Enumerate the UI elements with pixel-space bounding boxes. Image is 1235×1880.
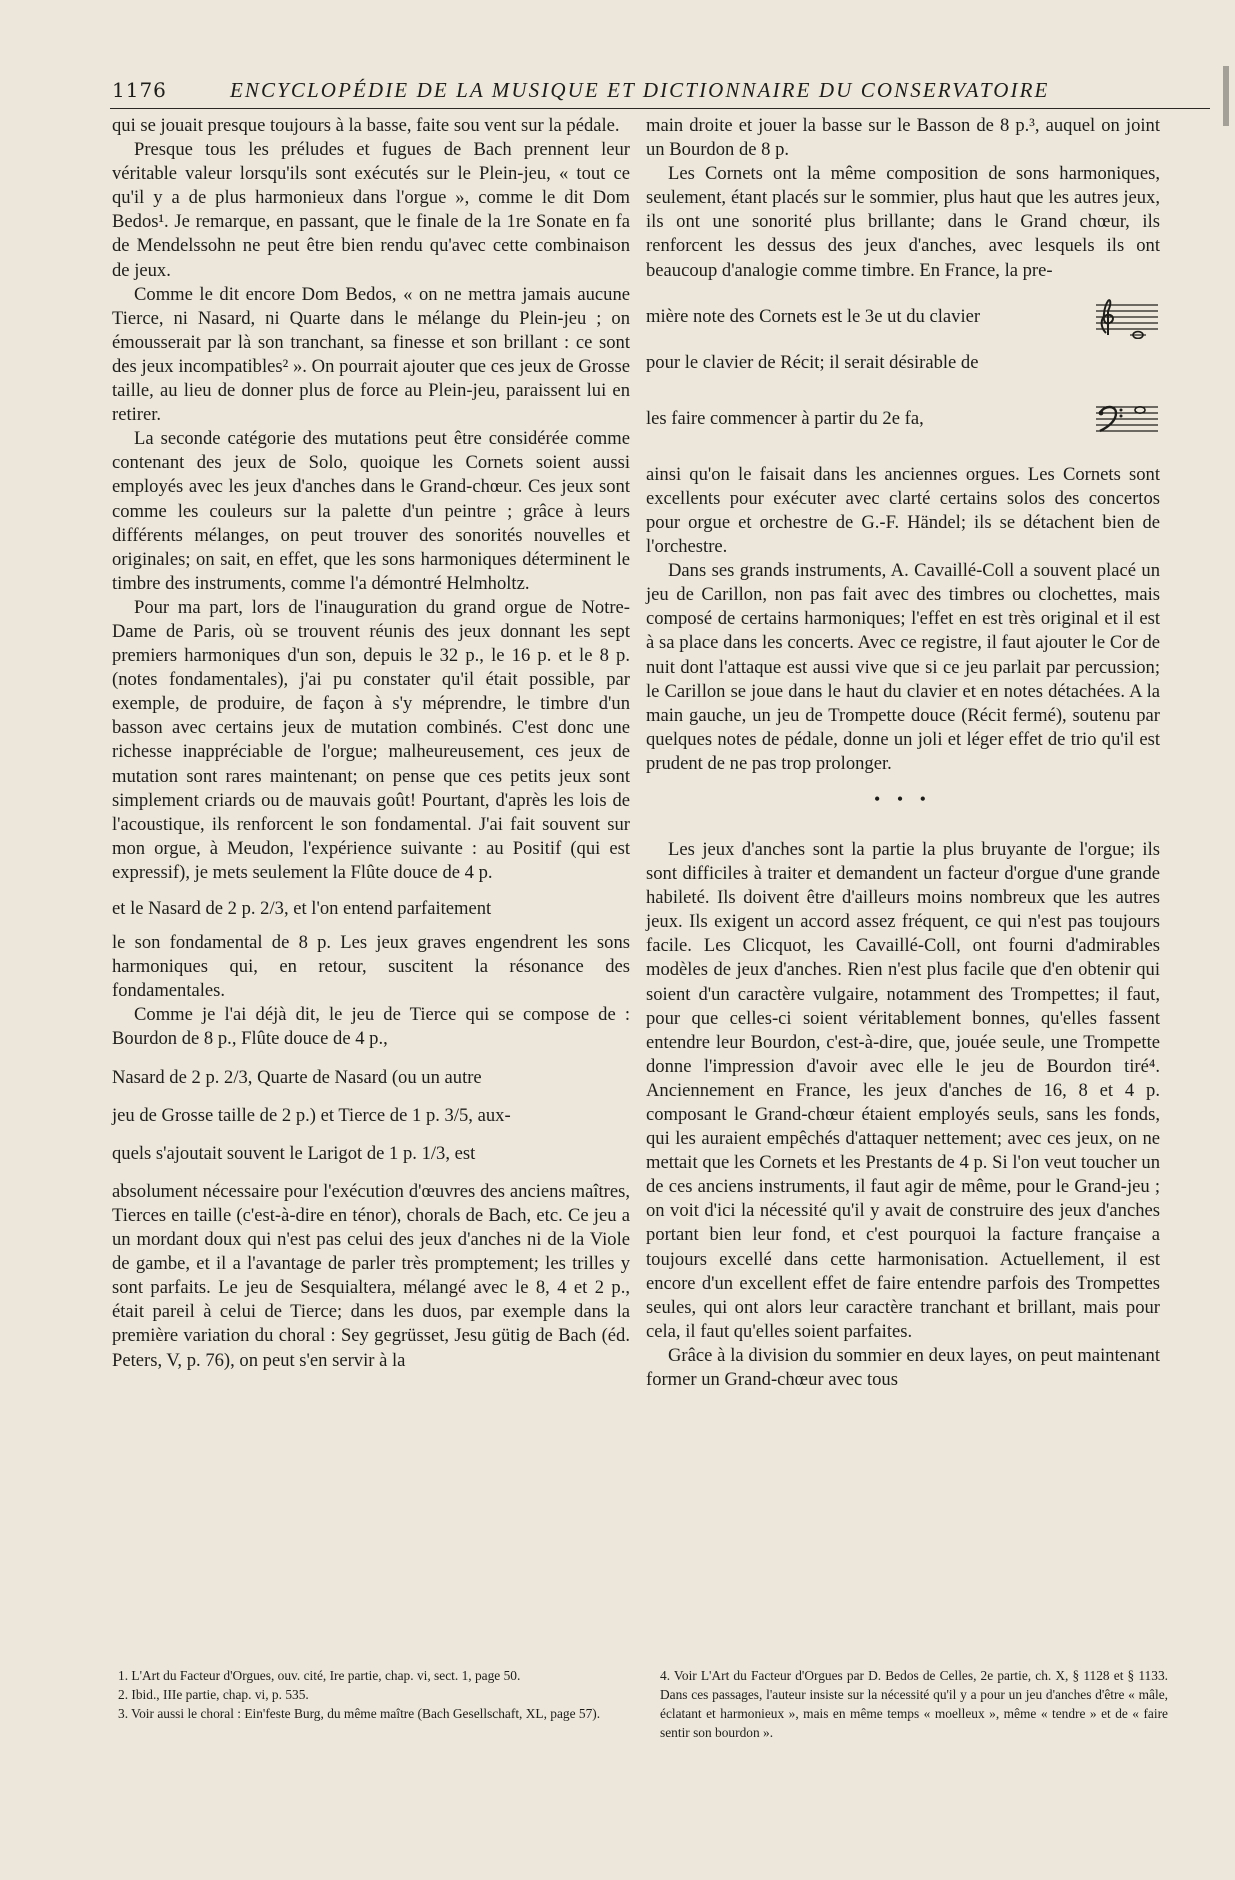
paragraph: Grâce à la division du sommier en deux layes, on peut maintenant former un Grand-chœur avec tous: [646, 1344, 1160, 1391]
section-ornament: • • •: [874, 788, 932, 809]
paragraph: Comme le dit encore Dom Bedos, « on ne mettra jamais aucune Tierce, ni Nasard, ni Quarte dans le mélange du Plein-jeu ; on émousserait par là son tranchant, sa finesse et son brillant : ce sont des jeux incompatibles² ». On pourrait ajouter que ces jeux de Grosse taille, au lieu de donner plus de force au Plein-jeu, paraissent lui en retirer.: [112, 283, 630, 426]
footnote: 1. L'Art du Facteur d'Orgues, ouv. cité, Ire partie, chap. vi, sect. 1, page 50.: [118, 1668, 521, 1683]
paragraph-fraction-line: jeu de Grosse taille de 2 p.) et Tierce de 1 p. 3/5, aux-: [112, 1104, 511, 1126]
paragraph: qui se jouait presque toujours à la basse, faite sou vent sur la pédale.: [112, 115, 620, 136]
footnotes-right: [660, 1666, 1168, 1742]
staff-caption: les faire commencer à partir du 2e fa,: [646, 407, 924, 429]
footnotes-left: [118, 1666, 630, 1723]
treble-staff-icon: [1094, 295, 1160, 339]
footnote: 2. Ibid., IIIe partie, chap. vi, p. 535.: [118, 1687, 309, 1702]
paragraph: Dans ses grands instruments, A. Cavaillé-Coll a souvent placé un jeu de Carillon, non pas fait avec des timbres ou clochettes, mais composé de certains harmoniques; l'effet en est très original et il est à sa place dans les concerts. Avec ce registre, il faut ajouter le Cor de nuit dont l'attaque est aussi vive que si ce jeu parlait par percussion; le Carillon se joue dans le haut du clavier et en notes détachées. A la main gauche, un jeu de Trompette douce (Récit fermé), soutenu par quelques notes de pédale, donne un joli et léger effet de trio qu'il est prudent de ne pas trop prolonger.: [646, 560, 1160, 774]
page-number: 1176: [112, 78, 167, 102]
paragraph: Pour ma part, lors de l'inauguration du grand orgue de Notre-Dame de Paris, où se trouvent réunis des jeux donnant les sept premiers harmoniques d'un son, depuis le 32 p., le 16 p. et le 8 p. (notes fondamentales), j'ai pu constater qu'il était possible, par exemple, de produire, de façon à s'y méprendre, le timbre d'un basson avec certains jeux de mutation combinés. C'est donc une richesse inappréciable de l'orgue; malheureusement, ces jeux de mutation sont rares maintenant; on pense que ces petits jeux sont simplement criards ou de mauvais goût! Pourtant, d'après les lois de l'acoustique, ils renforcent le son fondamental. J'ai fait souvent sur mon orgue, à Meudon, l'expérience suivante : au Positif (qui est expressif), je mets seulement la Flûte douce de 4 p.: [112, 596, 630, 883]
running-title: ENCYCLOPÉDIE DE LA MUSIQUE ET DICTIONNAIRE DU CONSERVATOIRE: [230, 78, 1050, 102]
paragraph: Presque tous les préludes et fugues de Bach prennent leur véritable valeur lorsqu'ils sont exécutés sur le Plein-jeu, « tout ce qu'il y a de plus harmonieux dans l'orgue », comme le dit Dom Bedos¹. Je remarque, en passant, que le finale de la 1re Sonate en fa de Mendelssohn ne peut être bien rendu qu'avec cette combinaison de jeux.: [112, 139, 630, 281]
paragraph-fraction-line: Nasard de 2 p. 2/3, Quarte de Nasard (ou un autre: [112, 1066, 482, 1088]
footnote: 4. Voir L'Art du Facteur d'Orgues par D. Bedos de Celles, 2e partie, ch. X, § 1128 et § 1133. Dans ces passages, l'auteur insiste sur la nécessité qu'il y a pour un jeu d'anches d'être « mâle, éclatant et harmonieux », mais en même temps « moelleux », même « tendre » et de « faire sentir son bourdon ».: [660, 1668, 1168, 1740]
paragraph: main droite et jouer la basse sur le Basson de 8 p.³, auquel on joint un Bourdon de 8 p.: [646, 115, 1160, 161]
paragraph: La seconde catégorie des mutations peut être considérée comme contenant des jeux de Solo, quoique les Cornets soient aussi employés avec les jeux d'anches dans le Grand-chœur. Ces jeux sont comme les couleurs sur la palette d'un peintre ; grâce à leurs différents mélanges, on peut trouver des sonorités nouvelles et originales; on sait, en effet, que les sons harmoniques déterminent le timbre des instruments, comme l'a démontré Helmholtz.: [112, 428, 630, 594]
paragraph: Comme je l'ai déjà dit, le jeu de Tierce qui se compose de : Bourdon de 8 p., Flûte douce de 4 p.,: [112, 1004, 630, 1050]
paragraph-fraction-line: et le Nasard de 2 p. 2/3, et l'on entend parfaitement: [112, 898, 492, 919]
paragraph: pour le clavier de Récit; il serait désirable de: [646, 351, 979, 373]
staff-caption: mière note des Cornets est le 3e ut du clavier: [646, 305, 981, 327]
paragraph: Les Cornets ont la même composition de sons harmoniques, seulement, étant placés sur le sommier, plus haut que les autres jeux, ils ont une sonorité plus brillante; dans le Grand chœur, ils renforcent les dessus des jeux d'anches, avec lesquels ils ont beaucoup d'analogie comme timbre. En France, la pre-: [646, 163, 1160, 281]
paragraph: absolument nécessaire pour l'exécution d'œuvres des anciens maîtres, Tierces en taille (c'est-à-dire en ténor), chorals de Bach, etc. Ce jeu a un mordant doux qui n'est pas celui des jeux d'anches ni de la Viole de gambe, et il a l'avantage de parler très promptement; les trilles y sont parfaits. Le jeu de Sesquialtera, mélangé avec le 8, 4 et 2 p., était pareil à celui de Tierce; dans les duos, par exemple dans la première variation du choral : Sey gegrüsset, Jesu gütig de Bach (éd. Peters, V, p. 76), on peut s'en servir à la: [112, 1180, 630, 1371]
paragraph-fraction-line: quels s'ajoutait souvent le Larigot de 1 p. 1/3, est: [112, 1142, 476, 1164]
staff-line-treble: [646, 289, 1160, 345]
paragraph: le son fondamental de 8 p. Les jeux graves engendrent les sons harmoniques qui, en retour, suscitent la résonance des fondamentales.: [112, 932, 630, 1002]
right-column: [646, 114, 1160, 1392]
staff-line-bass: [646, 391, 1160, 447]
left-column: [112, 114, 630, 1373]
binding-edge-mark: [1223, 66, 1229, 126]
page-header: [110, 74, 1210, 109]
bass-staff-icon: [1094, 397, 1160, 441]
paragraph: ainsi qu'on le faisait dans les anciennes orgues. Les Cornets sont excellents pour exécuter avec clarté certains solos des concertos pour orgue et orchestre de G.-F. Händel; ils se détachent bien de l'orchestre.: [646, 463, 1160, 558]
paragraph: Les jeux d'anches sont la partie la plus bruyante de l'orgue; ils sont difficiles à traiter et demandent un facteur d'orgue d'une grande habileté. Ils doivent être d'ailleurs moins nombreux que les autres jeux. Ils exigent un accord assez fréquent, ce qui n'est pas toujours facile. Les Clicquot, les Cavaillé-Coll, ont fourni d'admirables modèles de jeux d'anches. Rien n'est plus facile que d'en obtenir qui soient d'un caractère vulgaire, notamment des Trompettes; il faut, pour que celles-ci soient véritablement bonnes, qu'elles fassent entendre leur Bourdon, c'est-à-dire, que, jouée seule, une Trompette donne l'impression d'avoir avec elle le jeu de Bourdon tiré⁴. Anciennement en France, les jeux d'anches de 16, 8 et 4 p. composant le Grand-chœur étaient employés seuls, sans les fonds, qui les auraient empêchés d'attaquer nettement; avec ces jeux, on ne mettait que les Cornets et les Prestants de 4 p. Si l'on veut toucher un de ces anciens instruments, il faut agir de même, pour le Grand-jeu ; on voit d'ici la nécessité qu'il y avait de construire des jeux d'anches portant bien leur fond, et c'est pourquoi la facture française a toujours excellé dans cette harmonisation. Actuellement, il est encore d'un excellent effet de faire entendre parfois des Trompettes seules, qui ont alors leur caractère tranchant et brillant, mais pour cela, il faut qu'elles soient parfaites.: [646, 838, 1160, 1342]
footnote: 3. Voir aussi le choral : Ein'feste Burg, du même maître (Bach Gesellschaft, XL, page 57).: [118, 1706, 601, 1721]
